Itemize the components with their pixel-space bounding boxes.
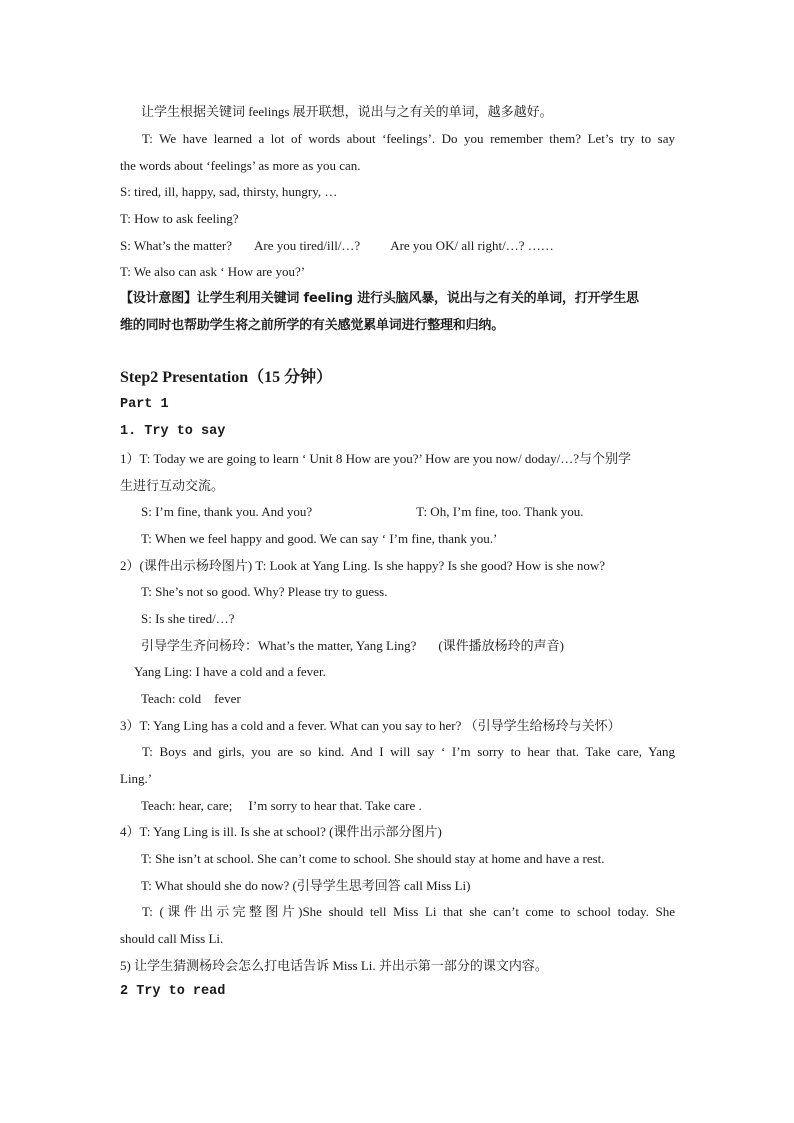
question-1: S: What’s the matter?	[120, 238, 233, 253]
student-line: S: tired, ill, happy, sad, thirsty, hungry, …	[120, 184, 338, 199]
dialogue-line	[141, 504, 697, 520]
step-1-line-cont: 生进行互动交流。	[120, 478, 225, 493]
teacher-line: T: How to ask feeling?	[120, 211, 239, 226]
student-reply: S: I’m fine, thank you. And you?	[141, 504, 313, 519]
part-heading: Part 1	[120, 397, 169, 412]
guide-line	[141, 638, 697, 654]
step-2-line: 2）(课件出示杨玲图片) T: Look at Yang Ling. Is she happy? Is she good? How is she now?	[120, 558, 605, 573]
teacher-reply: T: Oh, I’m fine, too. Thank you.	[416, 504, 584, 519]
design-intent-cont: 维的同时也帮助学生将之前所学的有关感觉累单词进行整理和归纳。	[120, 318, 505, 333]
step-4-line: 4）T: Yang Ling is ill. Is she at school? (课件出示部分图片)	[120, 824, 442, 839]
teacher-line: T: She isn’t at school. She can’t come to school. She should stay at home and have a rest.	[141, 851, 605, 866]
paragraph-intro: 让学生根据关键词 feelings 展开联想，说出与之有关的单词，越多越好。	[141, 104, 553, 119]
teacher-line-cont: should call Miss Li.	[120, 931, 224, 946]
teacher-line-cont: Ling.’	[120, 771, 153, 786]
step-1-line: 1）T: Today we are going to learn ‘ Unit 8 How are you?’ How are you now/ doday/…?与个别学	[120, 451, 631, 466]
teach-line: Teach: hear, care; I’m sorry to hear that. Take care .	[141, 798, 422, 813]
teacher-line: T: We also can ask ‘ How are you?’	[120, 264, 306, 279]
student-line	[120, 238, 676, 254]
guide-question: 引导学生齐问杨玲：What’s the matter, Yang Ling?	[141, 638, 417, 653]
teacher-line: T: We have learned a lot of words about ‘feelings’. Do you remember them? Let’s try to say	[142, 131, 675, 146]
teacher-line: T: What should she do now? (引导学生思考回答 call Miss Li)	[141, 878, 471, 893]
teacher-line: T: Boys and girls, you are so kind. And I will say ‘ I’m sorry to hear that. Take care, Yang	[142, 744, 675, 759]
teacher-line: T: She’s not so good. Why? Please try to guess.	[141, 584, 388, 599]
teacher-line: T: (课件出示完整图片)She should tell Miss Li that she can’t come to school today. She	[142, 904, 675, 919]
teacher-line-cont: the words about ‘feelings’ as more as you can.	[120, 158, 361, 173]
student-line: S: Is she tired/…?	[141, 611, 235, 626]
section-heading-step2: Step2 Presentation（15 分钟）	[120, 369, 333, 386]
question-2: Are you tired/ill/…?	[254, 238, 361, 253]
yang-ling-line: Yang Ling: I have a cold and a fever.	[134, 664, 326, 679]
step-3-line: 3）T: Yang Ling has a cold and a fever. What can you say to her? （引导学生给杨玲与关怀）	[120, 718, 621, 733]
teach-line: Teach: cold fever	[141, 691, 241, 706]
design-intent-heading: 【设计意图】让学生利用关键词 feeling 进行头脑风暴，说出与之有关的单词，打开学生思	[120, 291, 639, 306]
teacher-line: T: When we feel happy and good. We can say ‘ I’m fine, thank you.’	[141, 531, 498, 546]
step-5-line: 5) 让学生猜测杨玲会怎么打电话告诉 Miss Li. 并出示第一部分的课文内容。	[120, 958, 548, 973]
subsection-heading-try-to-read: 2 Try to read	[120, 984, 226, 999]
subsection-heading-try-to-say: 1. Try to say	[120, 424, 226, 439]
question-3: Are you OK/ all right/…? ……	[390, 238, 554, 253]
courseware-note: (课件播放杨玲的声音)	[438, 638, 565, 653]
